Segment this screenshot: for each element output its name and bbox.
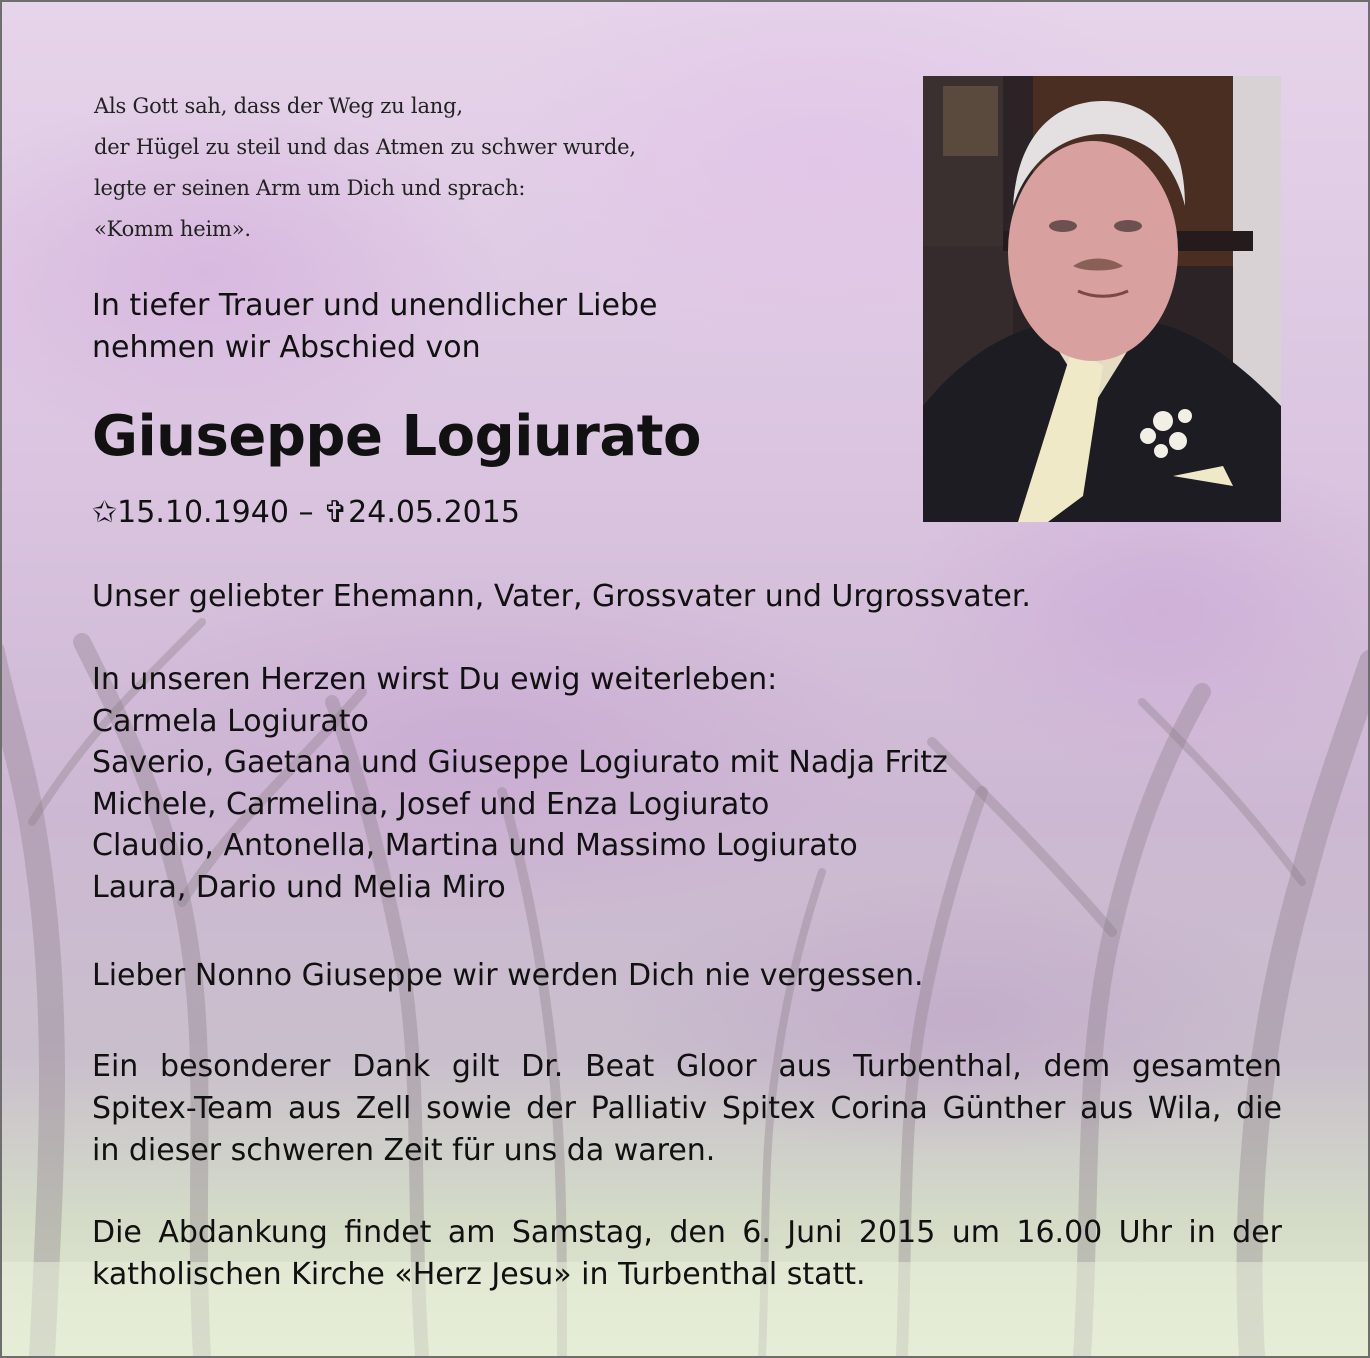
family-member: Claudio, Antonella, Martina und Massimo Logiurato bbox=[92, 828, 858, 864]
portrait-photo bbox=[923, 76, 1281, 522]
service-line: katholischen Kirche «Herz Jesu» in Turbenthal statt. bbox=[92, 1257, 866, 1292]
thanks-line: Ein besonderer Dank gilt Dr. Beat Gloor aus Turbenthal, dem gesamten bbox=[92, 1049, 1282, 1084]
birth-date: 15.10.1940 bbox=[117, 495, 289, 530]
family-list bbox=[92, 659, 948, 909]
poem-line: der Hügel zu steil und das Atmen zu schwer wurde, bbox=[94, 135, 636, 159]
intro-line: In tiefer Trauer und unendlicher Liebe bbox=[92, 288, 658, 323]
deceased-name: Giuseppe Logiurato bbox=[92, 404, 701, 469]
family-member: Saverio, Gaetana und Giuseppe Logiurato mit Nadja Fritz bbox=[92, 745, 948, 781]
date-separator: – bbox=[298, 495, 314, 530]
life-dates bbox=[92, 492, 520, 534]
poem-line: legte er seinen Arm um Dich und sprach: bbox=[94, 176, 526, 200]
description: Unser geliebter Ehemann, Vater, Grossvater und Urgrossvater. bbox=[92, 579, 1031, 614]
nonno-message: Lieber Nonno Giuseppe wir werden Dich nie vergessen. bbox=[92, 958, 924, 993]
family-member: Carmela Logiurato bbox=[92, 703, 369, 739]
thanks-line: in dieser schweren Zeit für uns da waren. bbox=[92, 1133, 716, 1168]
family-member: Michele, Carmelina, Josef und Enza Logiurato bbox=[92, 786, 770, 822]
intro-text bbox=[92, 285, 657, 369]
intro-line: nehmen wir Abschied von bbox=[92, 330, 481, 365]
thanks-paragraph bbox=[92, 1046, 1282, 1172]
poem-line: Als Gott sah, dass der Weg zu lang, bbox=[94, 94, 463, 118]
service-paragraph bbox=[92, 1212, 1282, 1296]
portrait-image bbox=[923, 76, 1281, 522]
death-date: 24.05.2015 bbox=[348, 495, 520, 530]
family-heading: In unseren Herzen wirst Du ewig weiterleben: bbox=[92, 662, 778, 697]
family-member: Laura, Dario und Melia Miro bbox=[92, 869, 506, 905]
cross-icon: ✞ bbox=[323, 495, 349, 530]
thanks-line: Spitex-Team aus Zell sowie der Palliativ Spitex Corina Günther aus Wila, die bbox=[92, 1091, 1282, 1126]
star-icon: ✩ bbox=[92, 495, 118, 530]
poem bbox=[94, 86, 636, 250]
poem-line: «Komm heim». bbox=[94, 217, 251, 241]
service-line: Die Abdankung findet am Samstag, den 6. Juni 2015 um 16.00 Uhr in der bbox=[92, 1215, 1282, 1250]
